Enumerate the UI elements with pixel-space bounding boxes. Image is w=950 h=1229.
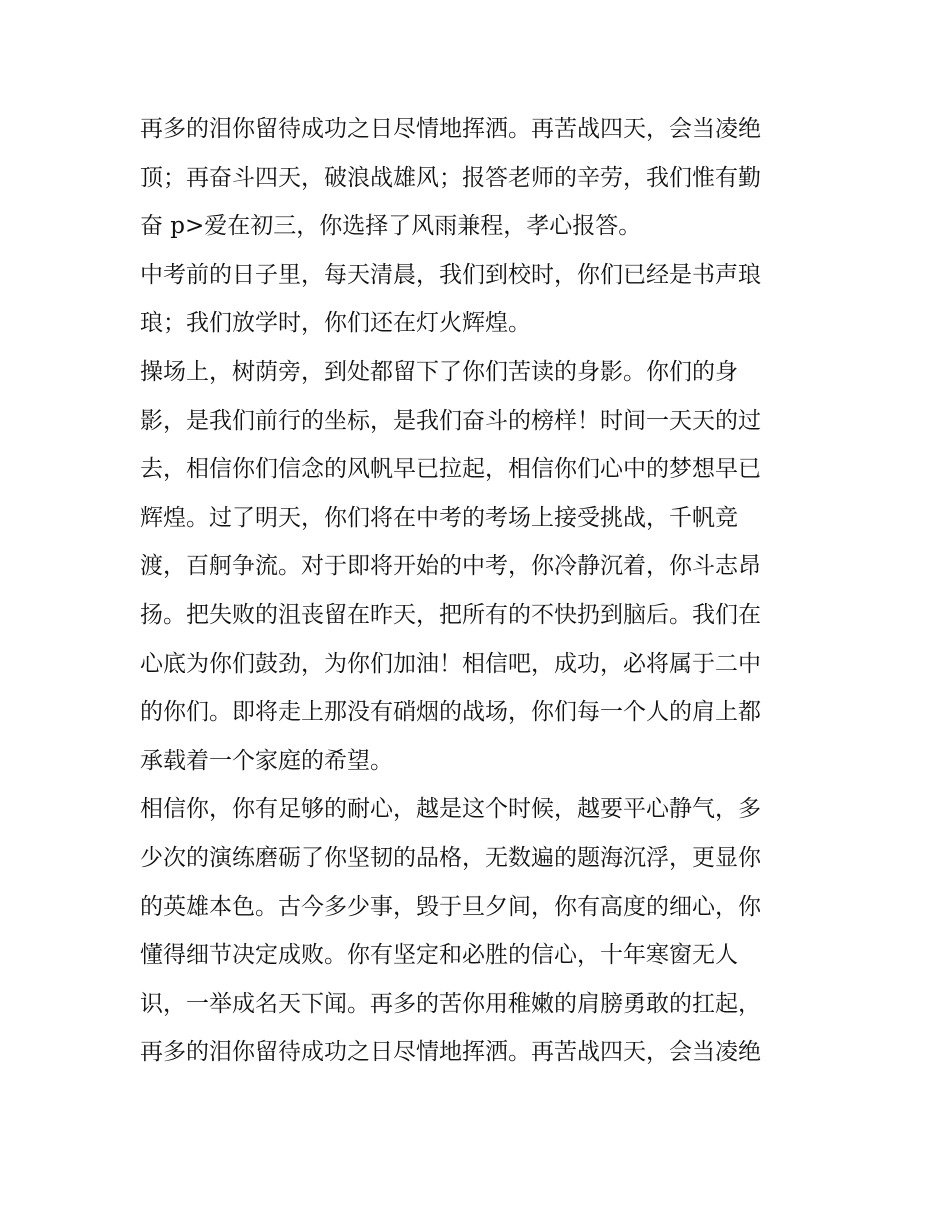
text-line: 扬。把失败的沮丧留在昨天，把所有的不快扔到脑后。我们在 [140, 601, 761, 628]
text-line: 识，一举成名天下闻。再多的苦你用稚嫩的肩膀勇敢的扛起， [140, 990, 761, 1017]
text-line: 承载着一个家庭的希望。 [140, 747, 393, 774]
text-line: 再多的泪你留待成功之日尽情地挥洒。再苦战四天，会当凌绝 [140, 1039, 761, 1066]
text-line: 心底为你们鼓劲，为你们加油！相信吧，成功，必将属于二中 [140, 650, 761, 677]
text-line: 辉煌。过了明天，你们将在中考的考场上接受挑战，千帆竞 [140, 504, 738, 531]
text-line: 奋 p>爱在初三，你选择了风雨兼程，孝心报答。 [140, 213, 642, 240]
text-line: 顶；再奋斗四天，破浪战雄风；报答老师的辛劳，我们惟有勤 [140, 164, 761, 191]
text-line: 渡，百舸争流。对于即将开始的中考，你冷静沉着，你斗志昂 [140, 553, 761, 580]
text-line: 懂得细节决定成败。你有坚定和必胜的信心，十年寒窗无人 [140, 942, 738, 969]
text-line: 相信你，你有足够的耐心，越是这个时候，越要平心静气，多 [140, 796, 761, 823]
text-line: 去，相信你们信念的风帆早已拉起，相信你们心中的梦想早已 [140, 456, 761, 483]
text-line: 中考前的日子里，每天清晨，我们到校时，你们已经是书声琅 [140, 261, 761, 288]
document-body [140, 105, 812, 1077]
text-line: 琅；我们放学时，你们还在灯火辉煌。 [140, 310, 531, 337]
text-line: 的英雄本色。古今多少事，毁于旦夕间，你有高度的细心，你 [140, 893, 761, 920]
text-line: 少次的演练磨砺了你坚韧的品格，无数遍的题海沉浮，更显你 [140, 844, 761, 871]
text-line: 的你们。即将走上那没有硝烟的战场，你们每一个人的肩上都 [140, 699, 761, 726]
text-line: 影，是我们前行的坐标，是我们奋斗的榜样！时间一天天的过 [140, 407, 761, 434]
text-line: 再多的泪你留待成功之日尽情地挥洒。再苦战四天，会当凌绝 [140, 116, 761, 142]
text-line: 操场上，树荫旁，到处都留下了你们苦读的身影。你们的身 [140, 358, 738, 385]
